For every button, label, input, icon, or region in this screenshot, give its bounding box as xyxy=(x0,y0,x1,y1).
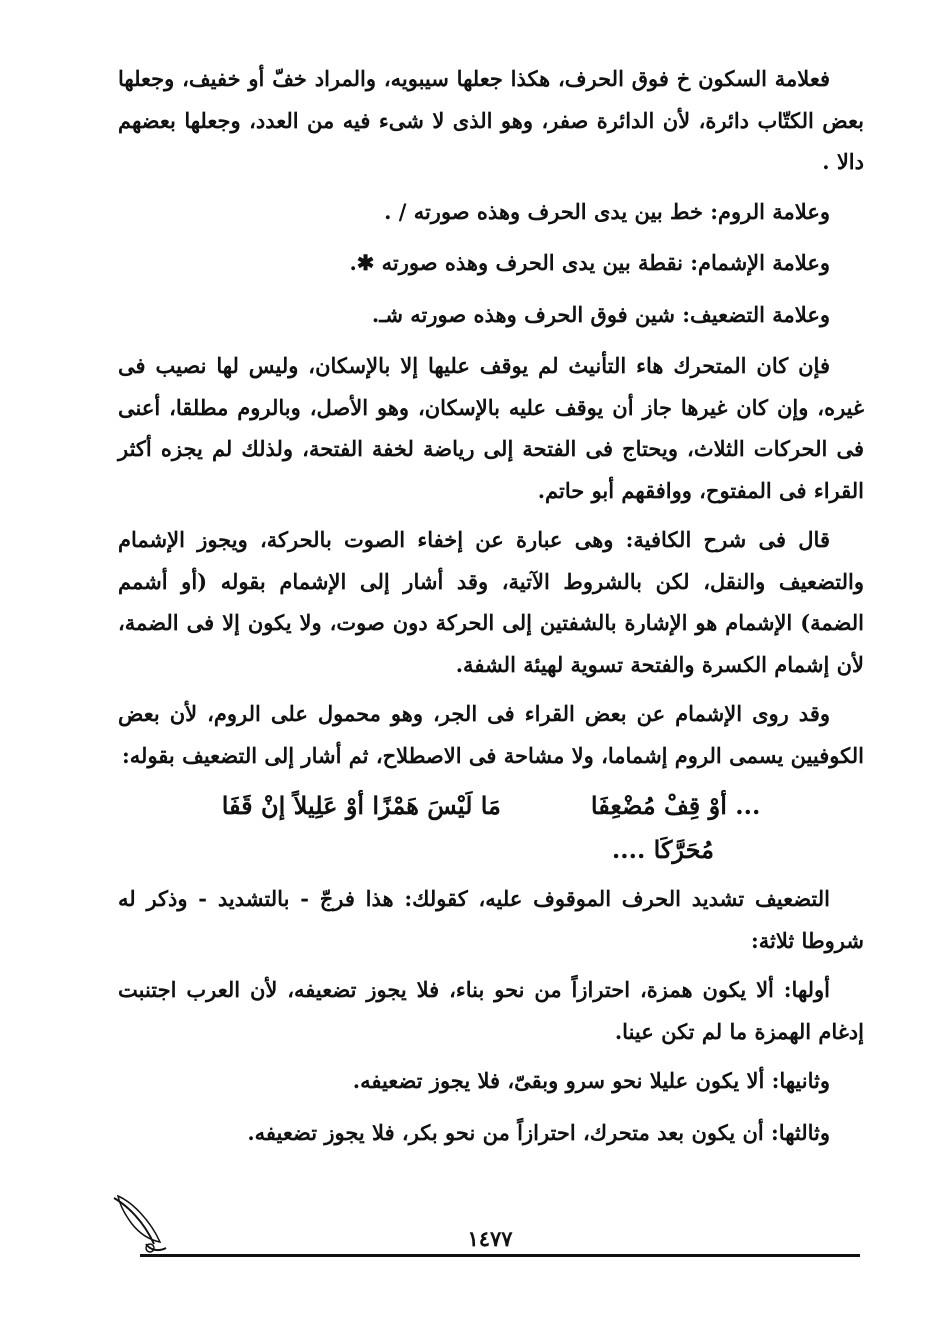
footer-rule xyxy=(140,1254,860,1257)
paragraph-condition-2: وثانيها: ألا يكون عليلا نحو سرو وبقىّ، فلا يجوز تضعيفه. xyxy=(352,1068,830,1093)
paragraph-ishmam: وعلامة الإشمام: نقطة بين يدى الحرف وهذه صورته ✱. xyxy=(349,250,830,275)
paragraph-condition-3: وثالثها: أن يكون بعد متحرك، احترازاً من نحو بكر، فلا يجوز تضعيفه. xyxy=(247,1119,830,1145)
paragraph-tadif: وعلامة التضعيف: شين فوق الحرف وهذه صورته شـ. xyxy=(371,301,830,327)
paragraph-rawm: وعلامة الروم: خط بين يدى الحرف وهذه صورته / . xyxy=(384,198,830,224)
paragraph-ishmam-jarr: وقد روى الإشمام عن بعض القراء فى الجر، وهو محمول على الروم، لأن بعض الكوفيين يسمى الروم إشماما، ولا مشاحة فى الاصطلاح، ثم أشار إلى التضعيف بقوله: xyxy=(118,701,864,768)
verse-block xyxy=(118,784,864,872)
main-text xyxy=(118,58,864,1163)
paragraph-condition-1: أولها: ألا يكون همزة، احترازاً من نحو بناء، فلا يجوز تضعيفه، لأن العرب اجتنبت إدغام الهمزة ما لم تكن عينا. xyxy=(118,977,864,1044)
paragraph-sharh-kafiya: قال فى شرح الكافية: وهى عبارة عن إخفاء الصوت بالحركة، ويجوز الإشمام والتضعيف والنقل، لكن بالشروط الآتية، وقد أشار إلى الإشمام بقوله (أو أشمم الضمة) الإشمام هو الإشارة بالشفتين إلى الحركة دون صوت، ولا يكون إلا فى الضمة، لأن إشمام الكسرة والفتحة تسوية لهيئة الشفة. xyxy=(118,527,864,677)
page-number: ١٤٧٧ xyxy=(467,1226,513,1251)
verse-hemistich-1: ... أوْ قِفْ مُضْعِفَا xyxy=(590,791,761,820)
paragraph-tadif-definition: التضعيف تشديد الحرف الموقوف عليه، كقولك: هذا فرجّ - بالتشديد - وذكر له شروطا ثلاثة: xyxy=(118,886,864,953)
verse-hemistich-2: مَا لَيْسَ هَمْزًا أوْ عَلِيلاً إنْ قَفَا xyxy=(221,791,501,820)
paragraph-ta-marbuta: فإن كان المتحرك هاء التأنيث لم يوقف عليها إلا بالإسكان، وليس لها نصيب فى غيره، وإن كان غيرها جاز أن يوقف عليه بالإسكان، وهو الأصل، وبالروم مطلقا، أعنى فى الحركات الثلاث، ويحتاج فى الفتحة إلى رياضة لخفة الفتحة، ولذلك لم يجزه أكثر القراء فى المفتوح، ووافقهم أبو حاتم. xyxy=(118,353,864,503)
paragraph-sukun: فعلامة السكون خ فوق الحرف، هكذا جعلها سيبويه، والمراد خفّ أو خفيف، وجعلها بعض الكتّاب دائرة، لأن الدائرة صفر، وهو الذى لا شىء فيه من العدد، وجعلها بعضهم دالا . xyxy=(118,66,864,174)
verse-tail: مُحَرَّكَا .... xyxy=(611,835,714,864)
